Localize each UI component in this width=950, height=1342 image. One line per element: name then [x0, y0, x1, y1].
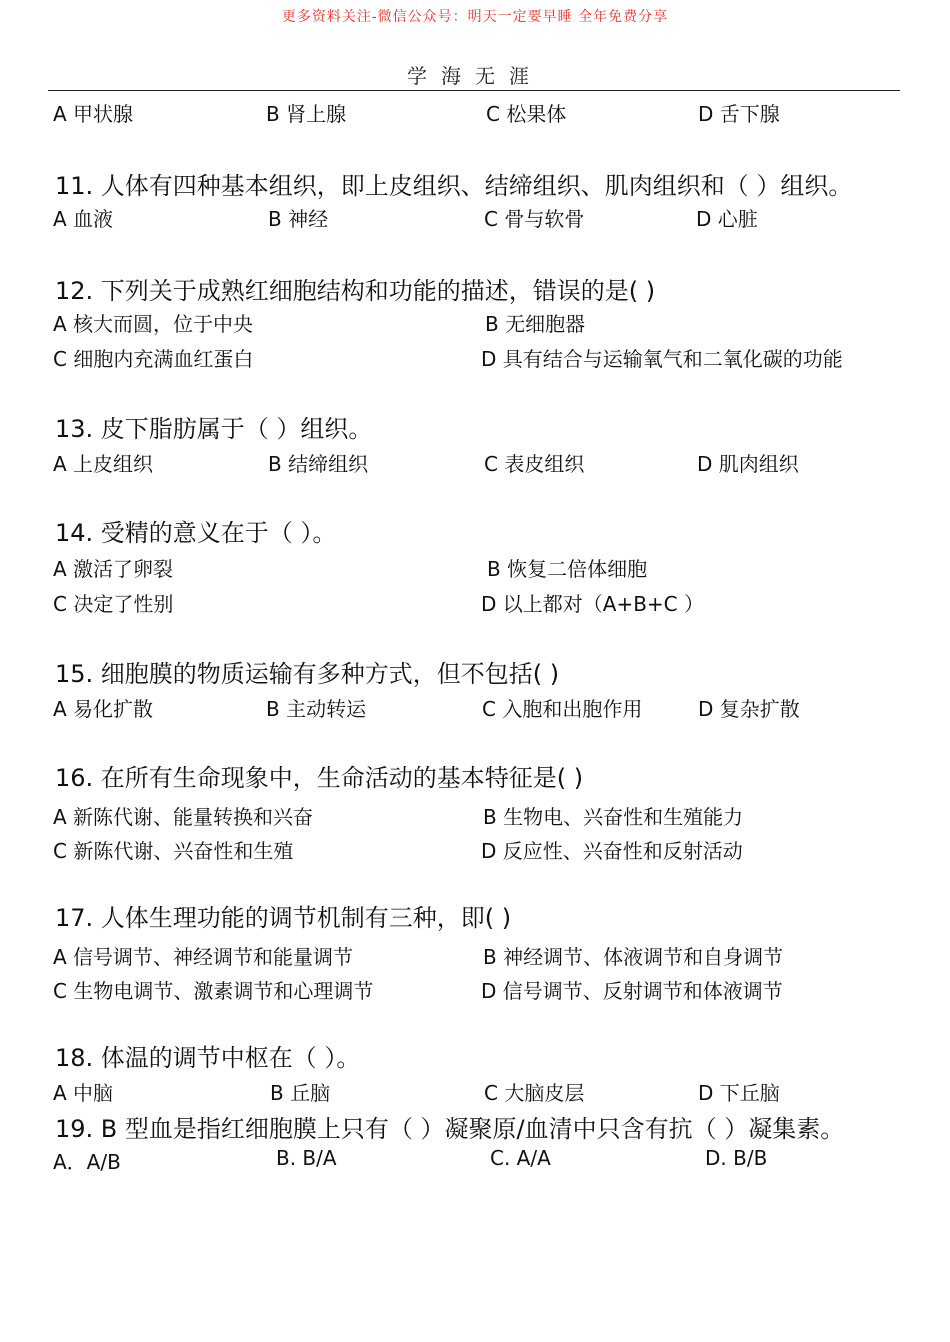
q18-option-c: C 大脑皮层 — [484, 1081, 585, 1105]
q16-option-a: A 新陈代谢、能量转换和兴奋 — [53, 805, 314, 829]
page-header-title: 学海无涯 — [407, 64, 543, 88]
q16-option-d: D 反应性、兴奋性和反射活动 — [481, 839, 743, 863]
header-divider — [48, 90, 900, 91]
question-13-stem: 13. 皮下脂肪属于（ ）组织。 — [55, 415, 373, 443]
q12-option-a: A 核大而圆，位于中央 — [53, 312, 254, 336]
question-16-options-row1 — [0, 801, 950, 831]
question-17-stem: 17. 人体生理功能的调节机制有三种，即( ) — [55, 904, 512, 932]
q19-option-a: A．A/B — [53, 1150, 121, 1174]
q17-option-a: A 信号调节、神经调节和能量调节 — [53, 945, 354, 969]
q11-option-a: A 血液 — [53, 207, 114, 231]
q13-option-d: D 肌肉组织 — [697, 452, 799, 476]
q12-option-b: B 无细胞器 — [485, 312, 586, 336]
question-11-options — [0, 203, 950, 233]
q19-option-c: C. A/A — [490, 1146, 551, 1170]
q14-option-a: A 激活了卵裂 — [53, 557, 174, 581]
q17-option-b: B 神经调节、体液调节和自身调节 — [483, 945, 784, 969]
question-11-stem: 11. 人体有四种基本组织，即上皮组织、结缔组织、肌肉组织和（ ）组织。 — [55, 172, 853, 200]
question-18-options — [0, 1077, 950, 1107]
q15-option-a: A 易化扩散 — [53, 697, 154, 721]
question-13-options — [0, 448, 950, 478]
q18-option-a: A 中脑 — [53, 1081, 114, 1105]
q15-option-b: B 主动转运 — [266, 697, 367, 721]
question-16-options-row2 — [0, 835, 950, 865]
q12-option-d: D 具有结合与运输氧气和二氧化碳的功能 — [481, 347, 843, 371]
question-16-stem: 16. 在所有生命现象中，生命活动的基本特征是( ) — [55, 764, 584, 792]
question-14-options-row1 — [0, 553, 950, 583]
q10-option-a: A 甲状腺 — [53, 102, 134, 126]
q12-option-c: C 细胞内充满血红蛋白 — [53, 347, 254, 371]
question-14-stem: 14. 受精的意义在于（ ）。 — [55, 519, 337, 547]
q16-option-b: B 生物电、兴奋性和生殖能力 — [483, 805, 744, 829]
question-12-stem: 12. 下列关于成熟红细胞结构和功能的描述，错误的是( ) — [55, 277, 656, 305]
question-15-stem: 15. 细胞膜的物质运输有多种方式，但不包括( ) — [55, 660, 560, 688]
question-12-options-row1 — [0, 308, 950, 338]
question-15-options — [0, 693, 950, 723]
q14-option-c: C 决定了性别 — [53, 592, 174, 616]
q18-option-b: B 丘脑 — [270, 1081, 331, 1105]
q13-option-b: B 结缔组织 — [268, 452, 369, 476]
q11-option-c: C 骨与软骨 — [484, 207, 585, 231]
question-19-options — [0, 1146, 950, 1176]
top-banner: 更多资料关注-微信公众号：明天一定要早睡 全年免费分享 — [281, 9, 669, 25]
q15-option-c: C 入胞和出胞作用 — [482, 697, 643, 721]
q14-option-b: B 恢复二倍体细胞 — [487, 557, 648, 581]
q17-option-c: C 生物电调节、激素调节和心理调节 — [53, 979, 374, 1003]
q14-option-d: D 以上都对（A+B+C ） — [481, 592, 704, 616]
q19-option-d: D. B/B — [705, 1146, 768, 1170]
q13-option-c: C 表皮组织 — [484, 452, 585, 476]
question-14-options-row2 — [0, 588, 950, 618]
question-17-options-row1 — [0, 941, 950, 971]
question-18-stem: 18. 体温的调节中枢在（ ）。 — [55, 1044, 361, 1072]
question-19-stem: 19. B 型血是指红细胞膜上只有（ ）凝聚原/血清中只含有抗（ ）凝集素。 — [55, 1115, 845, 1143]
q18-option-d: D 下丘脑 — [698, 1081, 780, 1105]
q15-option-d: D 复杂扩散 — [698, 697, 800, 721]
q10-option-c: C 松果体 — [486, 102, 567, 126]
question-10-options — [0, 98, 950, 128]
q16-option-c: C 新陈代谢、兴奋性和生殖 — [53, 839, 294, 863]
q10-option-d: D 舌下腺 — [698, 102, 780, 126]
question-17-options-row2 — [0, 975, 950, 1005]
q10-option-b: B 肾上腺 — [266, 102, 347, 126]
question-12-options-row2 — [0, 343, 950, 373]
q17-option-d: D 信号调节、反射调节和体液调节 — [481, 979, 783, 1003]
q13-option-a: A 上皮组织 — [53, 452, 154, 476]
q19-option-b: B. B/A — [276, 1146, 337, 1170]
q11-option-b: B 神经 — [268, 207, 329, 231]
q11-option-d: D 心脏 — [696, 207, 758, 231]
